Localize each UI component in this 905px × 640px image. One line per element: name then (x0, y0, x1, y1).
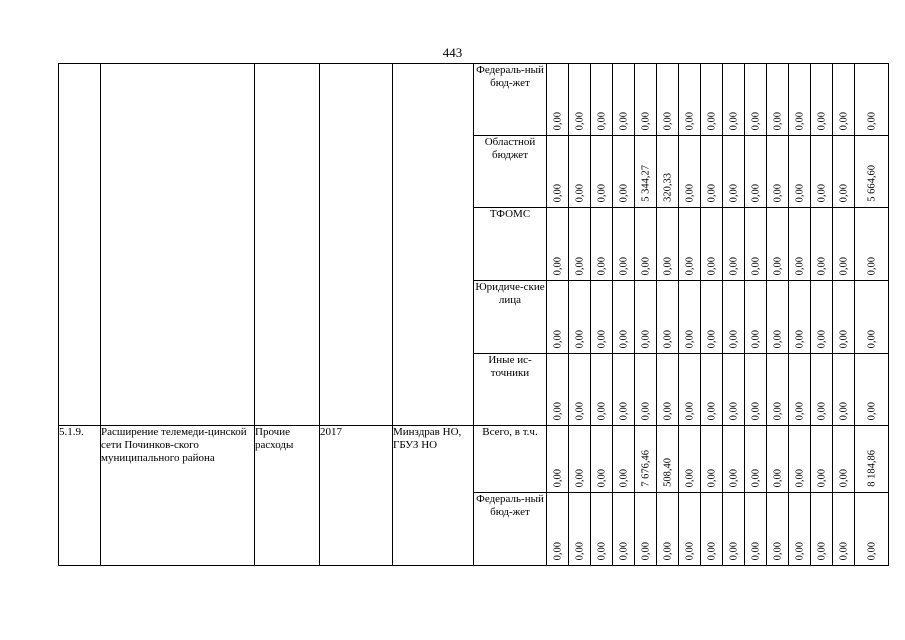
value-cell (569, 426, 591, 493)
value-cell (701, 208, 723, 281)
value-text: 0,00 (618, 183, 629, 202)
value-text: 0,00 (866, 111, 877, 130)
value-text: 0,00 (706, 111, 717, 130)
value-text: 0,00 (750, 468, 761, 487)
funding-source: Областной бюджет (474, 136, 547, 208)
value-cell (723, 281, 745, 354)
value-cell (591, 354, 613, 426)
value-text: 0,00 (596, 329, 607, 348)
value-cell (745, 493, 767, 566)
value-text: 0,00 (838, 468, 849, 487)
value-text: 0,00 (684, 256, 695, 275)
value-text: 0,00 (596, 541, 607, 560)
value-cell (745, 354, 767, 426)
value-cell (767, 136, 789, 208)
value-cell (635, 208, 657, 281)
value-cell (569, 354, 591, 426)
item-executor: Минздрав НО, ГБУЗ НО (393, 426, 474, 566)
value-cell (701, 354, 723, 426)
value-text: 0,00 (866, 401, 877, 420)
value-text: 0,00 (772, 468, 783, 487)
value-text: 0,00 (618, 256, 629, 275)
value-cell (679, 426, 701, 493)
value-cell (833, 493, 855, 566)
value-text: 0,00 (684, 541, 695, 560)
value-cell (789, 136, 811, 208)
value-text: 0,00 (772, 183, 783, 202)
value-cell (855, 208, 889, 281)
value-text: 0,00 (574, 329, 585, 348)
table-row (59, 426, 889, 493)
value-cell (833, 64, 855, 136)
value-cell (547, 64, 569, 136)
funding-source: ТФОМС (474, 208, 547, 281)
value-cell (789, 64, 811, 136)
value-cell (855, 64, 889, 136)
value-text: 0,00 (816, 183, 827, 202)
value-cell (745, 208, 767, 281)
value-cell (723, 426, 745, 493)
value-cell (657, 354, 679, 426)
value-cell (679, 136, 701, 208)
value-text: 0,00 (838, 183, 849, 202)
value-cell (701, 493, 723, 566)
value-text: 0,00 (794, 541, 805, 560)
value-text: 0,00 (706, 468, 717, 487)
value-text: 0,00 (866, 329, 877, 348)
value-cell (789, 281, 811, 354)
value-text: 5 344,27 (640, 165, 651, 202)
value-cell (833, 136, 855, 208)
value-cell (547, 208, 569, 281)
value-text: 0,00 (684, 401, 695, 420)
value-text: 0,00 (728, 541, 739, 560)
value-text: 0,00 (640, 541, 651, 560)
value-text: 320,33 (662, 173, 673, 202)
value-cell (811, 136, 833, 208)
value-cell (701, 281, 723, 354)
value-text: 0,00 (596, 111, 607, 130)
value-cell (613, 354, 635, 426)
value-text: 0,00 (838, 541, 849, 560)
value-text: 0,00 (596, 401, 607, 420)
value-text: 0,00 (552, 468, 563, 487)
value-cell (789, 493, 811, 566)
value-cell (767, 281, 789, 354)
value-text: 0,00 (772, 256, 783, 275)
value-cell (635, 493, 657, 566)
value-cell (723, 208, 745, 281)
value-text: 0,00 (574, 401, 585, 420)
value-text: 0,00 (816, 541, 827, 560)
value-text: 0,00 (640, 256, 651, 275)
value-text: 0,00 (552, 401, 563, 420)
item-year: 2017 (320, 426, 393, 566)
value-cell (569, 281, 591, 354)
value-cell (547, 281, 569, 354)
value-cell (833, 208, 855, 281)
value-text: 0,00 (662, 256, 673, 275)
value-cell (701, 64, 723, 136)
value-text: 0,00 (794, 183, 805, 202)
value-text: 0,00 (618, 401, 629, 420)
value-text: 0,00 (728, 183, 739, 202)
value-text: 0,00 (552, 541, 563, 560)
value-cell (855, 354, 889, 426)
value-text: 0,00 (706, 401, 717, 420)
value-cell (723, 64, 745, 136)
value-cell (701, 136, 723, 208)
funding-source: Федераль-ный бюд-жет (474, 493, 547, 566)
value-cell (789, 426, 811, 493)
value-text: 0,00 (706, 329, 717, 348)
value-cell (635, 64, 657, 136)
value-text: 7 676,46 (640, 450, 651, 487)
value-cell (613, 208, 635, 281)
value-text: 0,00 (728, 329, 739, 348)
value-text: 0,00 (772, 329, 783, 348)
value-text: 0,00 (728, 256, 739, 275)
value-text: 0,00 (640, 111, 651, 130)
year-cell (320, 64, 393, 426)
value-text: 0,00 (816, 401, 827, 420)
value-cell (635, 281, 657, 354)
value-text: 0,00 (794, 111, 805, 130)
value-text: 0,00 (618, 329, 629, 348)
value-cell (855, 281, 889, 354)
value-cell (569, 208, 591, 281)
value-cell (767, 493, 789, 566)
value-cell (767, 426, 789, 493)
value-text: 0,00 (552, 111, 563, 130)
value-cell (613, 493, 635, 566)
value-cell (679, 493, 701, 566)
value-cell (657, 493, 679, 566)
value-cell (679, 64, 701, 136)
value-text: 5 664,60 (866, 165, 877, 202)
value-text: 0,00 (816, 468, 827, 487)
value-cell (833, 426, 855, 493)
value-cell (767, 354, 789, 426)
value-text: 0,00 (838, 401, 849, 420)
value-cell (767, 64, 789, 136)
value-cell (569, 136, 591, 208)
value-text: 0,00 (816, 111, 827, 130)
value-cell (591, 136, 613, 208)
page-number: 443 (442, 45, 463, 60)
item-title-cell (101, 64, 255, 426)
value-text: 0,00 (728, 468, 739, 487)
value-text: 0,00 (684, 468, 695, 487)
value-cell (745, 426, 767, 493)
value-text: 0,00 (596, 256, 607, 275)
value-text: 0,00 (662, 329, 673, 348)
value-text: 0,00 (816, 329, 827, 348)
value-cell (591, 493, 613, 566)
value-text: 0,00 (684, 183, 695, 202)
value-text: 0,00 (750, 329, 761, 348)
value-cell (591, 426, 613, 493)
value-cell (591, 208, 613, 281)
value-text: 0,00 (706, 183, 717, 202)
value-text: 0,00 (662, 541, 673, 560)
value-text: 508,40 (662, 458, 673, 487)
value-text: 0,00 (794, 401, 805, 420)
value-cell (569, 493, 591, 566)
value-cell (547, 354, 569, 426)
value-cell (613, 281, 635, 354)
value-cell (723, 136, 745, 208)
value-cell (767, 208, 789, 281)
value-text: 0,00 (794, 468, 805, 487)
budget-table (58, 63, 889, 566)
value-text: 0,00 (596, 183, 607, 202)
value-text: 0,00 (772, 111, 783, 130)
value-text: 8 184,86 (866, 450, 877, 487)
value-cell (591, 64, 613, 136)
value-cell (569, 64, 591, 136)
value-cell (811, 281, 833, 354)
value-text: 0,00 (866, 541, 877, 560)
value-text: 0,00 (662, 111, 673, 130)
value-cell (679, 354, 701, 426)
funding-source: Юридиче-ские лица (474, 281, 547, 354)
value-cell (657, 136, 679, 208)
value-text: 0,00 (596, 468, 607, 487)
expense-type: Прочие расходы (255, 426, 320, 566)
value-cell (591, 281, 613, 354)
value-cell (679, 281, 701, 354)
value-text: 0,00 (574, 256, 585, 275)
value-text: 0,00 (640, 401, 651, 420)
value-text: 0,00 (618, 111, 629, 130)
value-cell (657, 426, 679, 493)
value-text: 0,00 (706, 256, 717, 275)
value-text: 0,00 (684, 329, 695, 348)
value-text: 0,00 (552, 183, 563, 202)
value-cell (745, 136, 767, 208)
value-text: 0,00 (750, 541, 761, 560)
value-cell (547, 426, 569, 493)
value-text: 0,00 (794, 256, 805, 275)
value-text: 0,00 (772, 541, 783, 560)
value-text: 0,00 (750, 111, 761, 130)
value-text: 0,00 (574, 111, 585, 130)
value-text: 0,00 (574, 468, 585, 487)
value-cell (811, 493, 833, 566)
value-cell (745, 64, 767, 136)
value-text: 0,00 (662, 401, 673, 420)
value-text: 0,00 (574, 183, 585, 202)
value-cell (811, 426, 833, 493)
value-cell (855, 426, 889, 493)
value-cell (833, 281, 855, 354)
value-cell (811, 64, 833, 136)
value-cell (657, 281, 679, 354)
value-cell (679, 208, 701, 281)
value-cell (855, 493, 889, 566)
value-cell (723, 493, 745, 566)
value-cell (547, 493, 569, 566)
table-row (59, 64, 889, 136)
value-cell (547, 136, 569, 208)
value-cell (635, 136, 657, 208)
value-text: 0,00 (618, 468, 629, 487)
item-title: Расширение телемеди-цинской сети Починков-ского муниципального района (101, 426, 255, 566)
value-text: 0,00 (750, 401, 761, 420)
funding-source: Всего, в т.ч. (474, 426, 547, 493)
value-cell (855, 136, 889, 208)
item-number: 5.1.9. (59, 426, 101, 566)
value-cell (789, 354, 811, 426)
value-cell (613, 64, 635, 136)
value-text: 0,00 (706, 541, 717, 560)
item-number-cell (59, 64, 101, 426)
value-text: 0,00 (684, 111, 695, 130)
value-text: 0,00 (640, 329, 651, 348)
value-cell (789, 208, 811, 281)
value-cell (723, 354, 745, 426)
value-text: 0,00 (574, 541, 585, 560)
value-text: 0,00 (750, 256, 761, 275)
value-cell (811, 354, 833, 426)
value-text: 0,00 (838, 111, 849, 130)
value-cell (613, 136, 635, 208)
value-text: 0,00 (552, 329, 563, 348)
value-text: 0,00 (794, 329, 805, 348)
value-text: 0,00 (618, 541, 629, 560)
value-text: 0,00 (838, 256, 849, 275)
value-cell (745, 281, 767, 354)
value-text: 0,00 (750, 183, 761, 202)
value-text: 0,00 (728, 401, 739, 420)
value-text: 0,00 (866, 256, 877, 275)
value-text: 0,00 (772, 401, 783, 420)
value-text: 0,00 (552, 256, 563, 275)
funding-source: Федераль-ный бюд-жет (474, 64, 547, 136)
value-text: 0,00 (728, 111, 739, 130)
executor-cell (393, 64, 474, 426)
value-cell (701, 426, 723, 493)
expense-type-cell (255, 64, 320, 426)
value-cell (635, 426, 657, 493)
value-cell (613, 426, 635, 493)
value-cell (811, 208, 833, 281)
value-cell (635, 354, 657, 426)
value-text: 0,00 (838, 329, 849, 348)
value-cell (657, 64, 679, 136)
value-text: 0,00 (816, 256, 827, 275)
value-cell (657, 208, 679, 281)
value-cell (833, 354, 855, 426)
funding-source: Иные ис-точники (474, 354, 547, 426)
